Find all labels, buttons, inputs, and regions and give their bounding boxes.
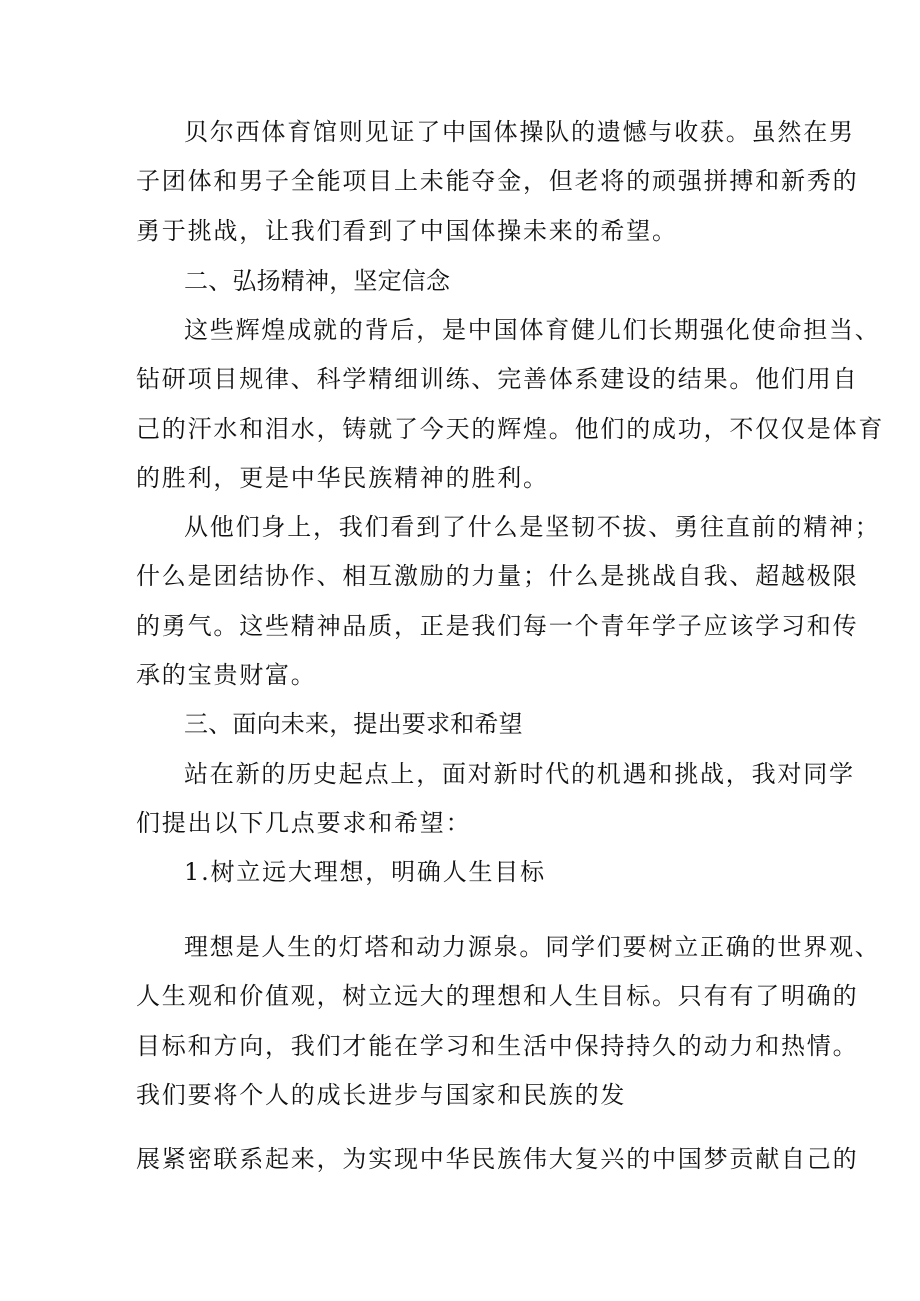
paragraph-line: 从他们身上，我们看到了什么是坚韧不拔、勇往直前的精神； (184, 513, 881, 541)
paragraph-line: 勇于挑战，让我们看到了中国体操未来的希望。 (136, 217, 678, 245)
paragraph-line: 承的宝贵财富。 (136, 661, 317, 689)
paragraph-line: 钻研项目规律、科学精细训练、完善体系建设的结果。他们用自 (136, 365, 859, 393)
paragraph-line: 人生观和价值观，树立远大的理想和人生目标。只有有了明确的 (136, 982, 859, 1010)
paragraph-line: 我们要将个人的成长进步与国家和民族的发 (136, 1081, 627, 1109)
paragraph-line: 展紧密联系起来，为实现中华民族伟大复兴的中国梦贡献自己的 (136, 1145, 859, 1173)
paragraph-line: 这些辉煌成就的背后，是中国体育健儿们长期强化使命担当、 (184, 316, 881, 344)
subheading: 1.树立远大理想，明确人生目标 (184, 858, 546, 886)
paragraph-line: 目标和方向，我们才能在学习和生活中保持持久的动力和热情。 (136, 1032, 859, 1060)
paragraph-line: 的勇气。这些精神品质，正是我们每一个青年学子应该学习和传 (136, 612, 859, 640)
paragraph-line: 理想是人生的灯塔和动力源泉。同学们要树立正确的世界观、 (184, 933, 881, 961)
paragraph-line: 们提出以下几点要求和希望： (136, 809, 472, 837)
paragraph-line: 什么是团结协作、相互激励的力量；什么是挑战自我、超越极限 (136, 562, 859, 590)
section-heading: 三、面向未来，提出要求和希望 (184, 710, 523, 738)
paragraph-line: 的胜利，更是中华民族精神的胜利。 (136, 464, 549, 492)
paragraph-line: 贝尔西体育馆则见证了中国体操队的遗憾与收获。虽然在男 (184, 118, 855, 146)
section-heading: 二、弘扬精神，坚定信念 (184, 267, 451, 295)
paragraph-line: 站在新的历史起点上，面对新时代的机遇和挑战，我对同学 (184, 760, 855, 788)
paragraph-line: 己的汗水和泪水，铸就了今天的辉煌。他们的成功，不仅仅是体育 (136, 415, 885, 443)
paragraph-line: 子团体和男子全能项目上未能夺金，但老将的顽强拼搏和新秀的 (136, 167, 859, 195)
